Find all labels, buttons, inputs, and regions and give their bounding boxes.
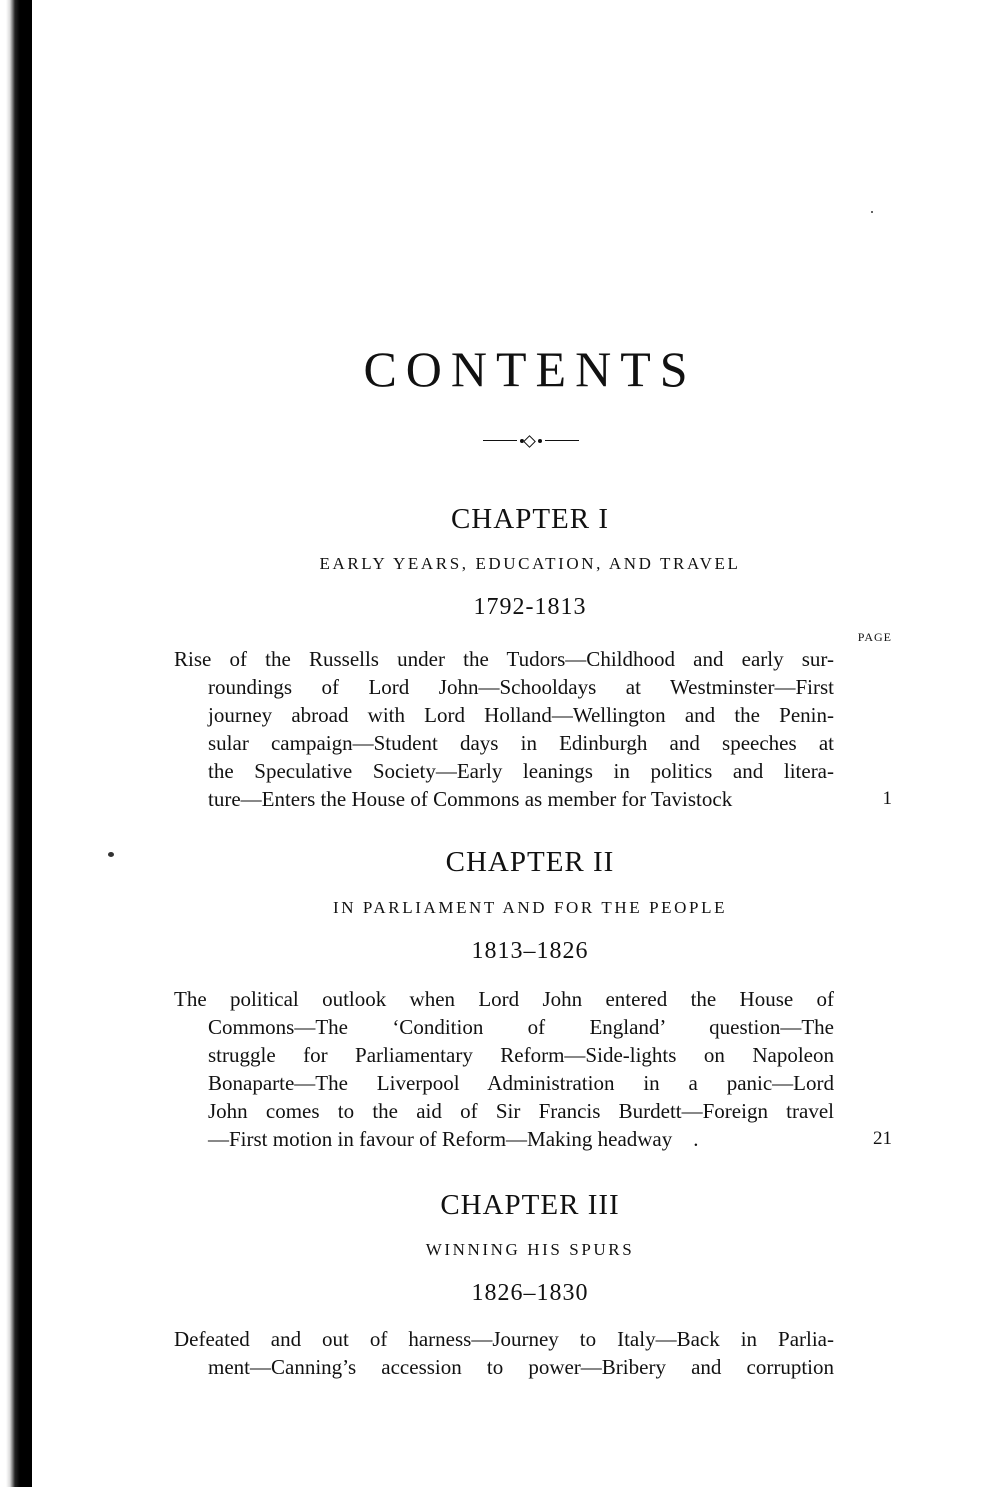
summary-line: journey abroad with Lord Holland—Wellington and the Penin-: [208, 703, 834, 727]
summary-line: Rise of the Russells under the Tudors—Childhood and early sur-: [174, 647, 834, 671]
chapter-subtitle: IN PARLIAMENT AND FOR THE PEOPLE: [332, 898, 728, 917]
summary-line: ture—Enters the House of Commons as member for Tavistock: [208, 787, 733, 811]
summary-line: roundings of Lord John—Schooldays at Westminster—First: [208, 675, 834, 699]
page-speck: [871, 211, 873, 213]
chapter-summary: [174, 1325, 834, 1381]
summary-line: The political outlook when Lord John entered the House of: [174, 987, 834, 1011]
title-ornament: [483, 437, 579, 445]
chapter-years: 1813–1826: [471, 938, 589, 964]
summary-line: ment—Canning’s accession to power—Bribery and corruption: [208, 1355, 834, 1379]
page-title: CONTENTS: [363, 341, 697, 397]
summary-line: the Speculative Society—Early leanings in politics and litera-: [208, 759, 834, 783]
chapter-years: 1826–1830: [471, 1280, 589, 1306]
chapter-years: 1792-1813: [473, 594, 587, 620]
summary-line: Commons—The ‘Condition of England’ question—The: [208, 1015, 834, 1039]
summary-line: Bonaparte—The Liverpool Administration in a panic—Lord: [208, 1071, 834, 1095]
summary-line: struggle for Parliamentary Reform—Side-lights on Napoleon: [208, 1043, 834, 1067]
summary-line: Defeated and out of harness—Journey to Italy—Back in Parlia-: [174, 1327, 834, 1351]
chapter-summary: [174, 645, 834, 813]
chapter-subtitle: EARLY YEARS, EDUCATION, AND TRAVEL: [319, 554, 741, 573]
summary-line: John comes to the aid of Sir Francis Burdett—Foreign travel: [208, 1099, 834, 1123]
page-column-label: PAGE: [857, 630, 892, 644]
chapter-heading: CHAPTER III: [440, 1189, 620, 1221]
spine-speck: [24, 1262, 32, 1268]
chapter-heading: CHAPTER I: [450, 503, 610, 535]
chapter-heading: CHAPTER II: [445, 846, 615, 878]
chapter-page-number: 21: [873, 1128, 892, 1149]
chapter-summary: [174, 985, 834, 1153]
chapter-page-number: 1: [882, 788, 892, 809]
chapter-subtitle: WINNING HIS SPURS: [425, 1240, 635, 1259]
summary-line: sular campaign—Student days in Edinburgh and speeches at: [208, 731, 834, 755]
summary-line: —First motion in favour of Reform—Making headway .: [208, 1127, 699, 1151]
